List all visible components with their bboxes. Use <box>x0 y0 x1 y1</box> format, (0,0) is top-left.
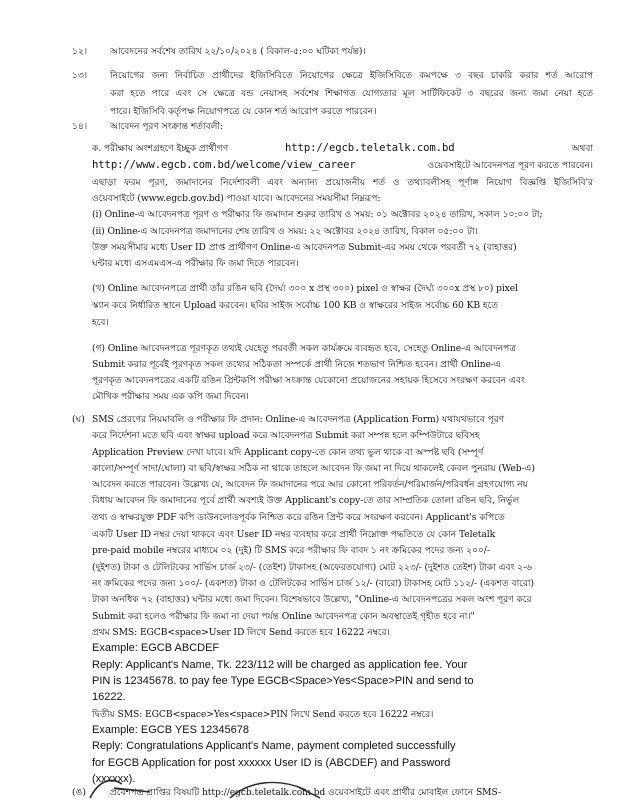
reply-2-line-1: Reply: Congratulations Applicant's Name, payment completed successfully <box>92 740 456 752</box>
handwritten-signature <box>70 772 370 800</box>
ka-line-4: ওয়েবসাইটে (www.egcb.gov.bd) পাওয়া যাবে। আবেদনের সময়সীমা নিম্নরূপ: <box>92 193 381 204</box>
bond-condition-line-2: করা হতে পারে এবং সে ক্ষেত্রে বন্ড নেয়াসহ সর্বশেষ শিক্ষাগত যোগ্যতার মূল সার্টিফিকেট ৩ বছরের জন্য জমা নেয়া হতে <box>110 88 593 99</box>
ka-line-7: উক্ত সময়সীমার মধ্যে User ID প্রাপ্ত প্রার্থীগণ Online-এ আবেদনপত্র Submit-এর সময় থেকে পরবর্তী ৭২ (বাহাত্তর) <box>92 242 517 253</box>
gha-line-2: করে নির্দেশনা মতে ছবি এবং স্বাক্ষর upload করে আবেদনপত্র Submit করা সম্পন্ন হলে কম্পিউটারে ছবিসহ <box>92 430 480 441</box>
gha-line-3: Application Preview দেখা যাবে। যদি Applicant copy-তে কোন তথ্য ভুল থাকে বা অস্পষ্ট ছবি (সম্পূর্ণ <box>92 447 484 458</box>
reply-1-line-1: Reply: Applicant's Name, Tk. 223/112 will be charged as application fee. Your <box>92 659 468 671</box>
gha-line-11: নং ক্রমিকের পদের জন্য ১০০/- (একশত) টাকা ও টেলিটকের সার্ভিস চার্জ ১২/- (বারো) টাকাসহ মোট ১১২/- (একশত বারো) <box>92 578 534 589</box>
second-sms-instruction: দ্বিতীয় SMS: EGCB<space>Yes<space>PIN লিখে Send করতে হবে 16222 নম্বরে। <box>92 709 434 720</box>
ka-line-5: (i) Online-এ আবেদনপত্র পূরণ ও পরীক্ষার ফি জমাদান শুরুর তারিখ ও সময়: ০১ অক্টোবর ২০২৪ তারিখ, সকাল ১০:০০ টা; <box>92 209 543 220</box>
gha-line-10: (দুইশত) টাকা ও টেলিটকের সার্ভিস চার্জ ২৩/- (তেইশ) টাকাসহ (অফেরতযোগ্য) মোট ২২৩/- (দুইশত তেইশ) টাকা এবং ২-৬ <box>92 562 533 573</box>
item-number-14: ১৪। <box>72 121 88 132</box>
gha-line-6: বিধায় আবেদন ফি জমাদানের পূর্বে প্রার্থী অবশ্যই উক্ত Applicant's copy-তে তার সাম্প্রতিক তোলা রঙিন ছবি, নির্ভুল <box>92 495 520 506</box>
ga-line-1: (গ) Online আবেদনপত্রে পূরণকৃত তথ্যই যেহেতু পরবর্তী সকল কার্যক্রমে ব্যবহৃত হবে, সেহেতু Online-এ আবেদনপত্র <box>92 343 516 354</box>
item-number-12: ১২। <box>72 46 88 57</box>
kha-line-3: হবে। <box>92 317 109 328</box>
example-2: Example: EGCB YES 12345678 <box>92 724 249 736</box>
gha-line-9: pre-paid mobile নম্বরের মাধ্যমে ০২ (দুই) টি SMS করে পরীক্ষার ফি বাবদ ১ নং ক্রমিকের পদের জন্য ২০০/- <box>92 545 490 556</box>
kha-line-1: (খ) Online আবেদনপত্রে প্রার্থী তাঁর রঙিন ছবি (দৈর্ঘ্য ৩০০ x প্রস্থ ৩০০) pixel ও স্বাক্ষর (দৈর্ঘ্য ৩০০x প্রস্থ ৮০) pixel <box>92 283 518 294</box>
example-1: Example: EGCB ABCDEF <box>92 642 220 654</box>
first-sms-instruction: প্রথম SMS: EGCB<space>User ID লিখে Send করতে হবে 16222 নম্বরে। <box>92 627 390 638</box>
ga-line-2: Submit করার পূর্বেই পূরণকৃত সকল তথ্যের সঠিকতা সম্পর্কে প্রার্থী নিজে শতভাগ নিশ্চিত হবেন। প্রার্থী Online-এ <box>92 359 501 370</box>
gha-line-8: একটি User ID নম্বর দেয়া থাকবে এবং User ID নম্বর ব্যবহার করে প্রার্থী নিম্নোক্ত পদ্ধতিতে যে কোন Teletalk <box>92 529 496 540</box>
gha-line-12: টাকা অনধিক ৭২ (বাহাত্তর) ঘন্টার মধ্যে জমা দিবেন। বিশেষভাবে উল্লেখ্য, "Online-এ আবেদনপত্রের সকল অংশ পূরণ করে <box>92 594 532 605</box>
ga-line-3: পূরণকৃত আবেদনপত্রের একটি রঙিন প্রিন্টকপি পরীক্ষা সংক্রান্ত যেকোনো প্রয়োজনের সহায়ক হিসেবে সংরক্ষণ করবেন এবং <box>92 375 525 386</box>
ka-line-1 <box>92 142 593 155</box>
gha-line-7: তথ্য ও স্বাক্ষরযুক্ত PDF কপি ডাউনলোডপূর্বক নিশ্চিত করে রঙিন প্রিন্ট করে সংরক্ষণ করবেন। Applicant's কপিতে <box>92 512 505 523</box>
ka-line-2 <box>92 159 593 172</box>
gha-line-4: কালো/সম্পূর্ণ সাদা/ঘোলা) বা ছবি/স্বাক্ষর সঠিক না থাকে তাহলে আবেদন ফি জমা না দিয়ে থাকলেই কেবল পুনরায় (Web-এ) <box>92 463 535 474</box>
uma-line-1: প্রবেশপত্র প্রাপ্তির বিষয়টি http://egcb.teletalk.com.bd ওয়েবসাইটে এবং প্রার্থীর মোবাইল ফোনে SMS- <box>110 787 502 798</box>
ka-line-6: (ii) Online-এ আবেদনপত্র জমাদানের শেষ তারিখ ও সময়: ২২ অক্টোবর ২০২৪ তারিখ, বিকাল ০৫:০০ টা। <box>92 226 478 237</box>
ka-line-1-suffix: অথবা <box>571 143 593 154</box>
teletalk-link[interactable]: http://egcb.teletalk.com.bd <box>285 142 455 154</box>
section-heading: আবেদন পূরণ সংক্রান্ত শর্তাবলী: <box>110 121 224 132</box>
item-number-13: ১৩। <box>72 70 88 81</box>
reply-1-line-3: 16222. <box>92 691 126 703</box>
gha-line-5: আবেদন করতে পারবেন। উল্লেখ্য যে, আবেদন ফি জমাদানের পরে আর কোনো পরিবর্তন/পরিমার্জন/পরিবর্ধন গ্রহণযোগ্য নয় <box>92 479 528 490</box>
ka-line-1-prefix: ক. পরীক্ষায় অংশগ্রহণে ইচ্ছুক প্রার্থীগণ <box>92 143 229 154</box>
reply-1-line-2: PIN is 12345678. to pay fee Type EGCB<Space>Yes<Space>PIN and send to <box>92 675 474 687</box>
gha-line-13: Submit করা হলেও পরীক্ষার ফি জমা না দেয়া পর্যন্ত Online আবেদনপত্র কোন অবস্থাতেই গৃহীত হবে না।" <box>92 611 475 622</box>
uma-label: (ঙ) <box>72 787 86 798</box>
gha-line-1: SMS প্রেরণের নিয়মাবলি ও পরীক্ষার ফি প্রদান: Online-এ আবেদনপত্র (Application Form) যথাযথভাবে পূরণ <box>92 414 505 425</box>
ga-line-4: মৌখিক পরীক্ষার সময় এক কপি জমা দিবেন। <box>92 391 249 402</box>
ka-line-8: ঘন্টার মধ্যে এসএমএস-এ পরীক্ষার ফি জমা দিতে পারবেন। <box>92 258 299 269</box>
ka-line-2-suffix: ওয়েবসাইটে আবেদনপত্র পূরণ করতে পারবেন। <box>427 160 593 171</box>
reply-2-line-3: (xxxxxx). <box>92 773 136 785</box>
ka-line-3: এছাড়া ফরম পূরণ, জমাদানের নির্দেশাবলী এবং অন্যান্য প্রয়োজনীয় শর্ত ও তথ্যাবলীসহ পূর্ণাঙ্গ নিয়োগ বিজ্ঞপ্তি ইজিসিবি'র <box>92 177 593 188</box>
reply-2-line-2: for EGCB Application for post xxxxxx User ID is (ABCDEF) and Password <box>92 757 451 769</box>
bond-condition-line-3: পারে। ইজিসিবি কর্তৃপক্ষ নিয়োগপত্রে যে কোন শর্ত আরোপ করতে পারবেন। <box>110 106 377 117</box>
egcb-career-link[interactable]: http://www.egcb.com.bd/welcome/view_career <box>92 159 356 171</box>
deadline-text: আবেদনের সর্বশেষ তারিখ ২২/১০/২০২৪ ( বিকাল-৫:০০ ঘটিকা পর্যন্ত)। <box>110 46 366 57</box>
gha-label: (ঘ) <box>72 414 85 425</box>
kha-line-2: স্ক্যান করে নির্ধারিত স্থানে Upload করবেন। ছবির সাইজ সর্বোচ্চ 100 KB ও স্বাক্ষরের সাইজ সর্বোচ্চ 60 KB হতে <box>92 300 499 311</box>
bond-condition-line-1: নিয়োগের জন্য নির্বাচিত প্রার্থীদের ইজিসিবিতে নিয়োগের ক্ষেত্রে ইজিসিবিতে কমপক্ষে ৩ বছর চাকরি করার শর্ত আরোপ <box>110 70 593 81</box>
